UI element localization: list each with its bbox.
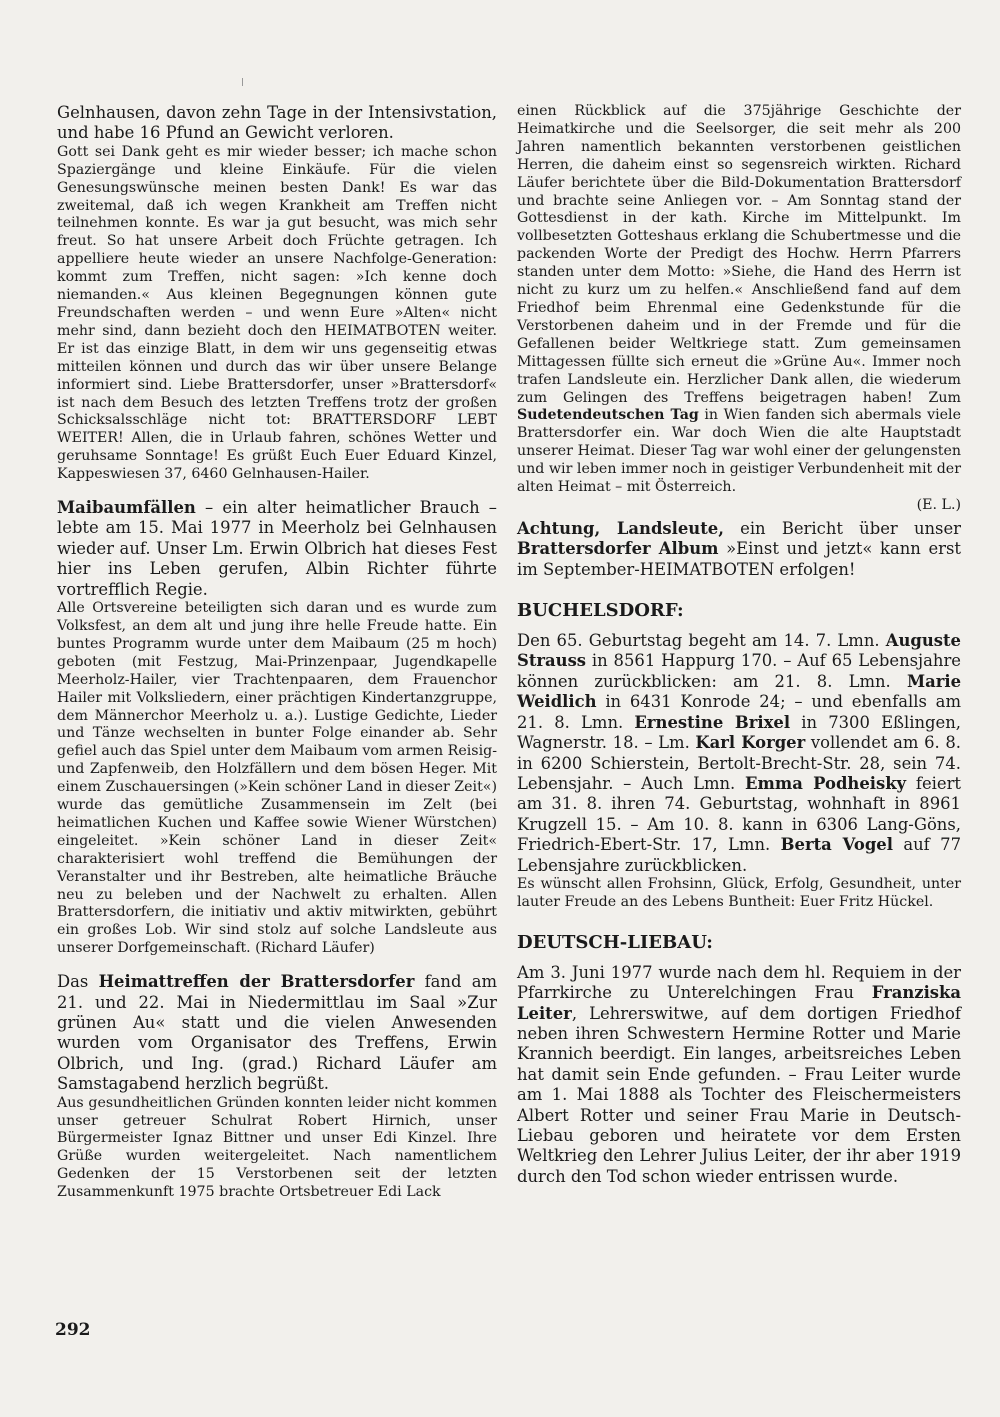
person-name: Auguste Strauss [517, 631, 961, 671]
article-maibaum [57, 498, 497, 958]
letter-lead: Gelnhausen, davon zehn Tage in der Intensivstation, und habe 16 Pfund an Gewicht verloren. [57, 103, 497, 143]
continued-text-a: einen Rückblick auf die 375jährige Geschichte der Heimatkirche und die Seelsorger, die seit mehr als 200 Jahren namentlich bekannten verstorbenen geistlichen Herren, die daheim einst so segensreich wirkten. Richard Läufer berichtete über die Bild-Dokumentation Brattersdorf und brachte seine Anliegen vor. – Am Sonntag stand der Gottesdienst in der kath. Kirche im Mittelpunkt. Im vollbesetzten Gotteshaus erklang die Schubertmesse und die packenden Worte der Predigt des Hochw. Herrn Pfarrers standen unter dem Motto: »Siehe, die Hand des Herrn ist nicht zu kurz um zu helfen.« Anschließend fand auf dem Friedhof beim Ehrenmal eine Gedenkstunde für die Verstorbenen daheim und in der Fremde und für die Gefallenen beider Weltkriege statt. Zum gemeinsamen Mittagessen füllte sich erneut die »Grüne Au«. Immer noch trafen Landsleute ein. Herzlicher Dank allen, die wiederum zum Gelingen des Treffens beigetragen haben! Zum [517, 103, 961, 406]
person-name: Ernestine Brixel [634, 712, 791, 732]
person-name: Karl Korger [695, 733, 806, 753]
maibaum-body: Alle Ortsvereine beteiligten sich daran und es wurde zum Volksfest, an dem alt und jung ihre helle Freude hatte. Ein buntes Programm wurde unter dem Maibaum (25 m hoch) geboten (mit Festzug, Mai-Prinzenpaar, Jugendkapelle Meerholz-Hailer, vier Trachtenpaaren, dem Frauenchor Hailer mit Volksliedern, einer prächtigen Kindertanzgruppe, dem Männerchor Meerholz u. a.). Lustige Gedichte, Lieder und Tänze wechselten in bunter Folge einander ab. Sehr gefiel auch das Spiel unter dem Maibaum vom armen Reisig- und Zapfenweib, den Holzfällern und dem bösen Heger. Mit einem Zuschauersingen (»Kein schöner Land in dieser Zeit«) wurde das gemütliche Zusammensein im Zelt (bei heimatlichen Kuchen und Kaffee sowie Wiener Würstchen) eingeleitet. »Kein schöner Land in dieser Zeit« charakterisiert wohl treffend die Bemühungen der Veranstalter und ihr Bestreben, alte heimatliche Bräuche neu zu beleben und der Nachwelt zu erhalten. Allen Brattersdorfern, die initiativ und aktiv mitwirkten, gebührt ein großes Lob. Wir sind stolz auf solche Landsleute aus unserer Dorfgemeinschaft. (Richard Läufer) [57, 600, 497, 957]
person-name: Berta Vogel [780, 835, 893, 855]
letter-body: Gott sei Dank geht es mir wieder besser; ich mache schon Spaziergänge und kleine Einkäufe. Für die vielen Genesungswünsche meinen besten Dank! Es war das zweitemal, daß ich wegen Krankheit am Treffen nicht teilnehmen konnte. Es war ja gut besucht, was mich sehr freut. So hat unsere Arbeit doch Früchte getragen. Ich appelliere heute wieder an unsere Nachfolge-Generation: kommt zum Treffen, nicht sagen: »Ich kenne doch niemanden.« Aus kleinen Begegnungen können gute Freundschaften werden – und wenn Eure »Alten« nicht mehr sind, dann bezieht doch den HEIMATBOTEN weiter. Er ist das einzige Blatt, in dem wir uns gegenseitig etwas mitteilen können und durch das wir über unsere Belange informiert sind. Liebe Brattersdorfer, unser »Brattersdorf« ist nach dem Besuch des letzten Treffens trotz der großen Schicksalsschläge nicht tot: BRATTERSDORF LEBT WEITER! Allen, die in Urlaub fahren, schönes Wetter und geruhsame Sonntage! Es grüßt Euch Euer Eduard Kinzel, Kappeswiesen 37, 6460 Gelnhausen-Hailer. [57, 143, 497, 483]
continued-body [517, 103, 961, 497]
text: Am 3. Juni 1977 wurde nach dem hl. Requiem in der Pfarrkirche zu Unterelchingen Frau [517, 962, 961, 1003]
text: vollendet am 6. 8. in 6200 Schierstein, Bertolt-Brecht-Str. 28, sein 74. Lebensjahr. – Auch Lmn. [517, 733, 961, 793]
notice-text-a: ein Bericht über unser [723, 518, 961, 538]
page-number: 292 [55, 1320, 91, 1340]
continued-text-b: in Wien fanden sich abermals viele Brattersdorfer ein. War doch Wien die alte Hauptstadt unserer Heimat. Dieser Tag war wohl einer der gelungensten und wir leben immer noch in geistiger Verbundenheit mit der alten Heimat – mit Österreich. [517, 407, 961, 496]
deutsch-liebau-body [517, 963, 961, 1187]
heimattreffen-lead-a: Das [57, 972, 99, 992]
heimattreffen-lead-b: fand am 21. und 22. Mai in Niedermittlau im Saal »Zur grünen Au« statt und die vielen Anwesenden wurden vom Organisator des Treffens, Erwin Olbrich, und Ing. (grad.) Richard Läufer am Samstagabend herzlich begrüßt. [57, 972, 498, 1094]
person-name: Emma Podheisky [745, 773, 907, 793]
sudetendeutscher-tag: Sudetendeutschen Tag [517, 407, 699, 424]
buchelsdorf-body [517, 631, 961, 876]
text: feiert am 31. 8. ihren 74. Geburtstag, wohnhaft in 8961 Krugzell 15. – Am 10. 8. kann in 6306 Lang-Göns, Friedrich-Ebert-Str. 17, Lmn. [517, 773, 962, 855]
text: auf 77 Lebensjahre zurückblicken. [517, 835, 962, 875]
notice-text-b: »Einst und jetzt« kann erst im September-HEIMATBOTEN erfolgen! [517, 539, 961, 579]
article-heimattreffen-continued [517, 103, 961, 515]
notice-album [517, 519, 961, 580]
person-name: Franziska Leiter [517, 983, 961, 1023]
heimattreffen-lead [57, 972, 497, 1094]
person-name: Marie Weidlich [517, 671, 961, 712]
notice-title: Achtung, Landsleute, [517, 518, 724, 538]
text: Den 65. Geburtstag begeht am 14. 7. Lmn. [517, 631, 886, 651]
album-title: Brattersdorfer Album [517, 539, 719, 559]
maibaum-lead [57, 498, 497, 600]
left-column [57, 103, 497, 1216]
text: in 7300 Eßlingen, Wagnerstr. 18. – Lm. [517, 712, 961, 753]
maibaum-title: Maibaumfällen [57, 498, 196, 518]
text: in 6431 Konrode 24; – und ebenfalls am 21. 8. Lmn. [517, 692, 961, 732]
heimattreffen-body: Aus gesundheitlichen Gründen konnten leider nicht kommen unser getreuer Schulrat Robert Hirnich, unser Bürgermeister Ignaz Bittner und unser Edi Kinzel. Ihre Grüße wurden weitergeleitet. Nach namentlichem Gedenken der 15 Verstorbenen seit der letzten Zusammenkunft 1975 brachte Ortsbetreuer Edi Lack [57, 1094, 497, 1201]
maibaum-lead-text: – ein alter heimatlicher Brauch – lebte am 15. Mai 1977 in Meerholz bei Gelnhausen wieder auf. Unser Lm. Erwin Olbrich hat dieses Fest hier ins Leben gerufen, Albin Richter führte vortrefflich Regie. [57, 498, 497, 599]
buchelsdorf-wishes: Es wünscht allen Frohsinn, Glück, Erfolg, Gesundheit, unter lauter Freude an des Lebens Buntheit: Euer Fritz Hückel. [517, 875, 961, 910]
heading-deutsch-liebau: DEUTSCH-LIEBAU: [517, 931, 713, 953]
article-heimattreffen [57, 972, 497, 1202]
text: , Lehrerswitwe, auf dem dortigen Friedhof neben ihren Schwestern Hermine Rotter und Marie Krannich beerdigt. Ein langes, arbeitsreiches Leben hat damit sein Ende gefunden. – Frau Leiter wurde am 1. Mai 1888 als Tochter des Fleischermeisters Albert Rotter und seiner Frau Marie in Deutsch-Liebau geboren und heiratete vor dem Ersten Weltkrieg den Lehrer Julius Leiter, der ihr aber 1919 durch den Tod schon wieder entrissen wurde. [517, 1003, 961, 1186]
heading-buchelsdorf: BUCHELSDORF: [517, 600, 684, 622]
text: in 8561 Happurg 170. – Auf 65 Lebensjahre können zurückblicken: am 21. 8. Lmn. [517, 651, 961, 691]
right-column [517, 103, 961, 1187]
letter-kinzel [57, 103, 497, 484]
heimattreffen-title: Heimattreffen der Brattersdorfer [98, 972, 415, 992]
author-signature: (E. L.) [916, 496, 961, 513]
scan-mark [242, 78, 243, 86]
